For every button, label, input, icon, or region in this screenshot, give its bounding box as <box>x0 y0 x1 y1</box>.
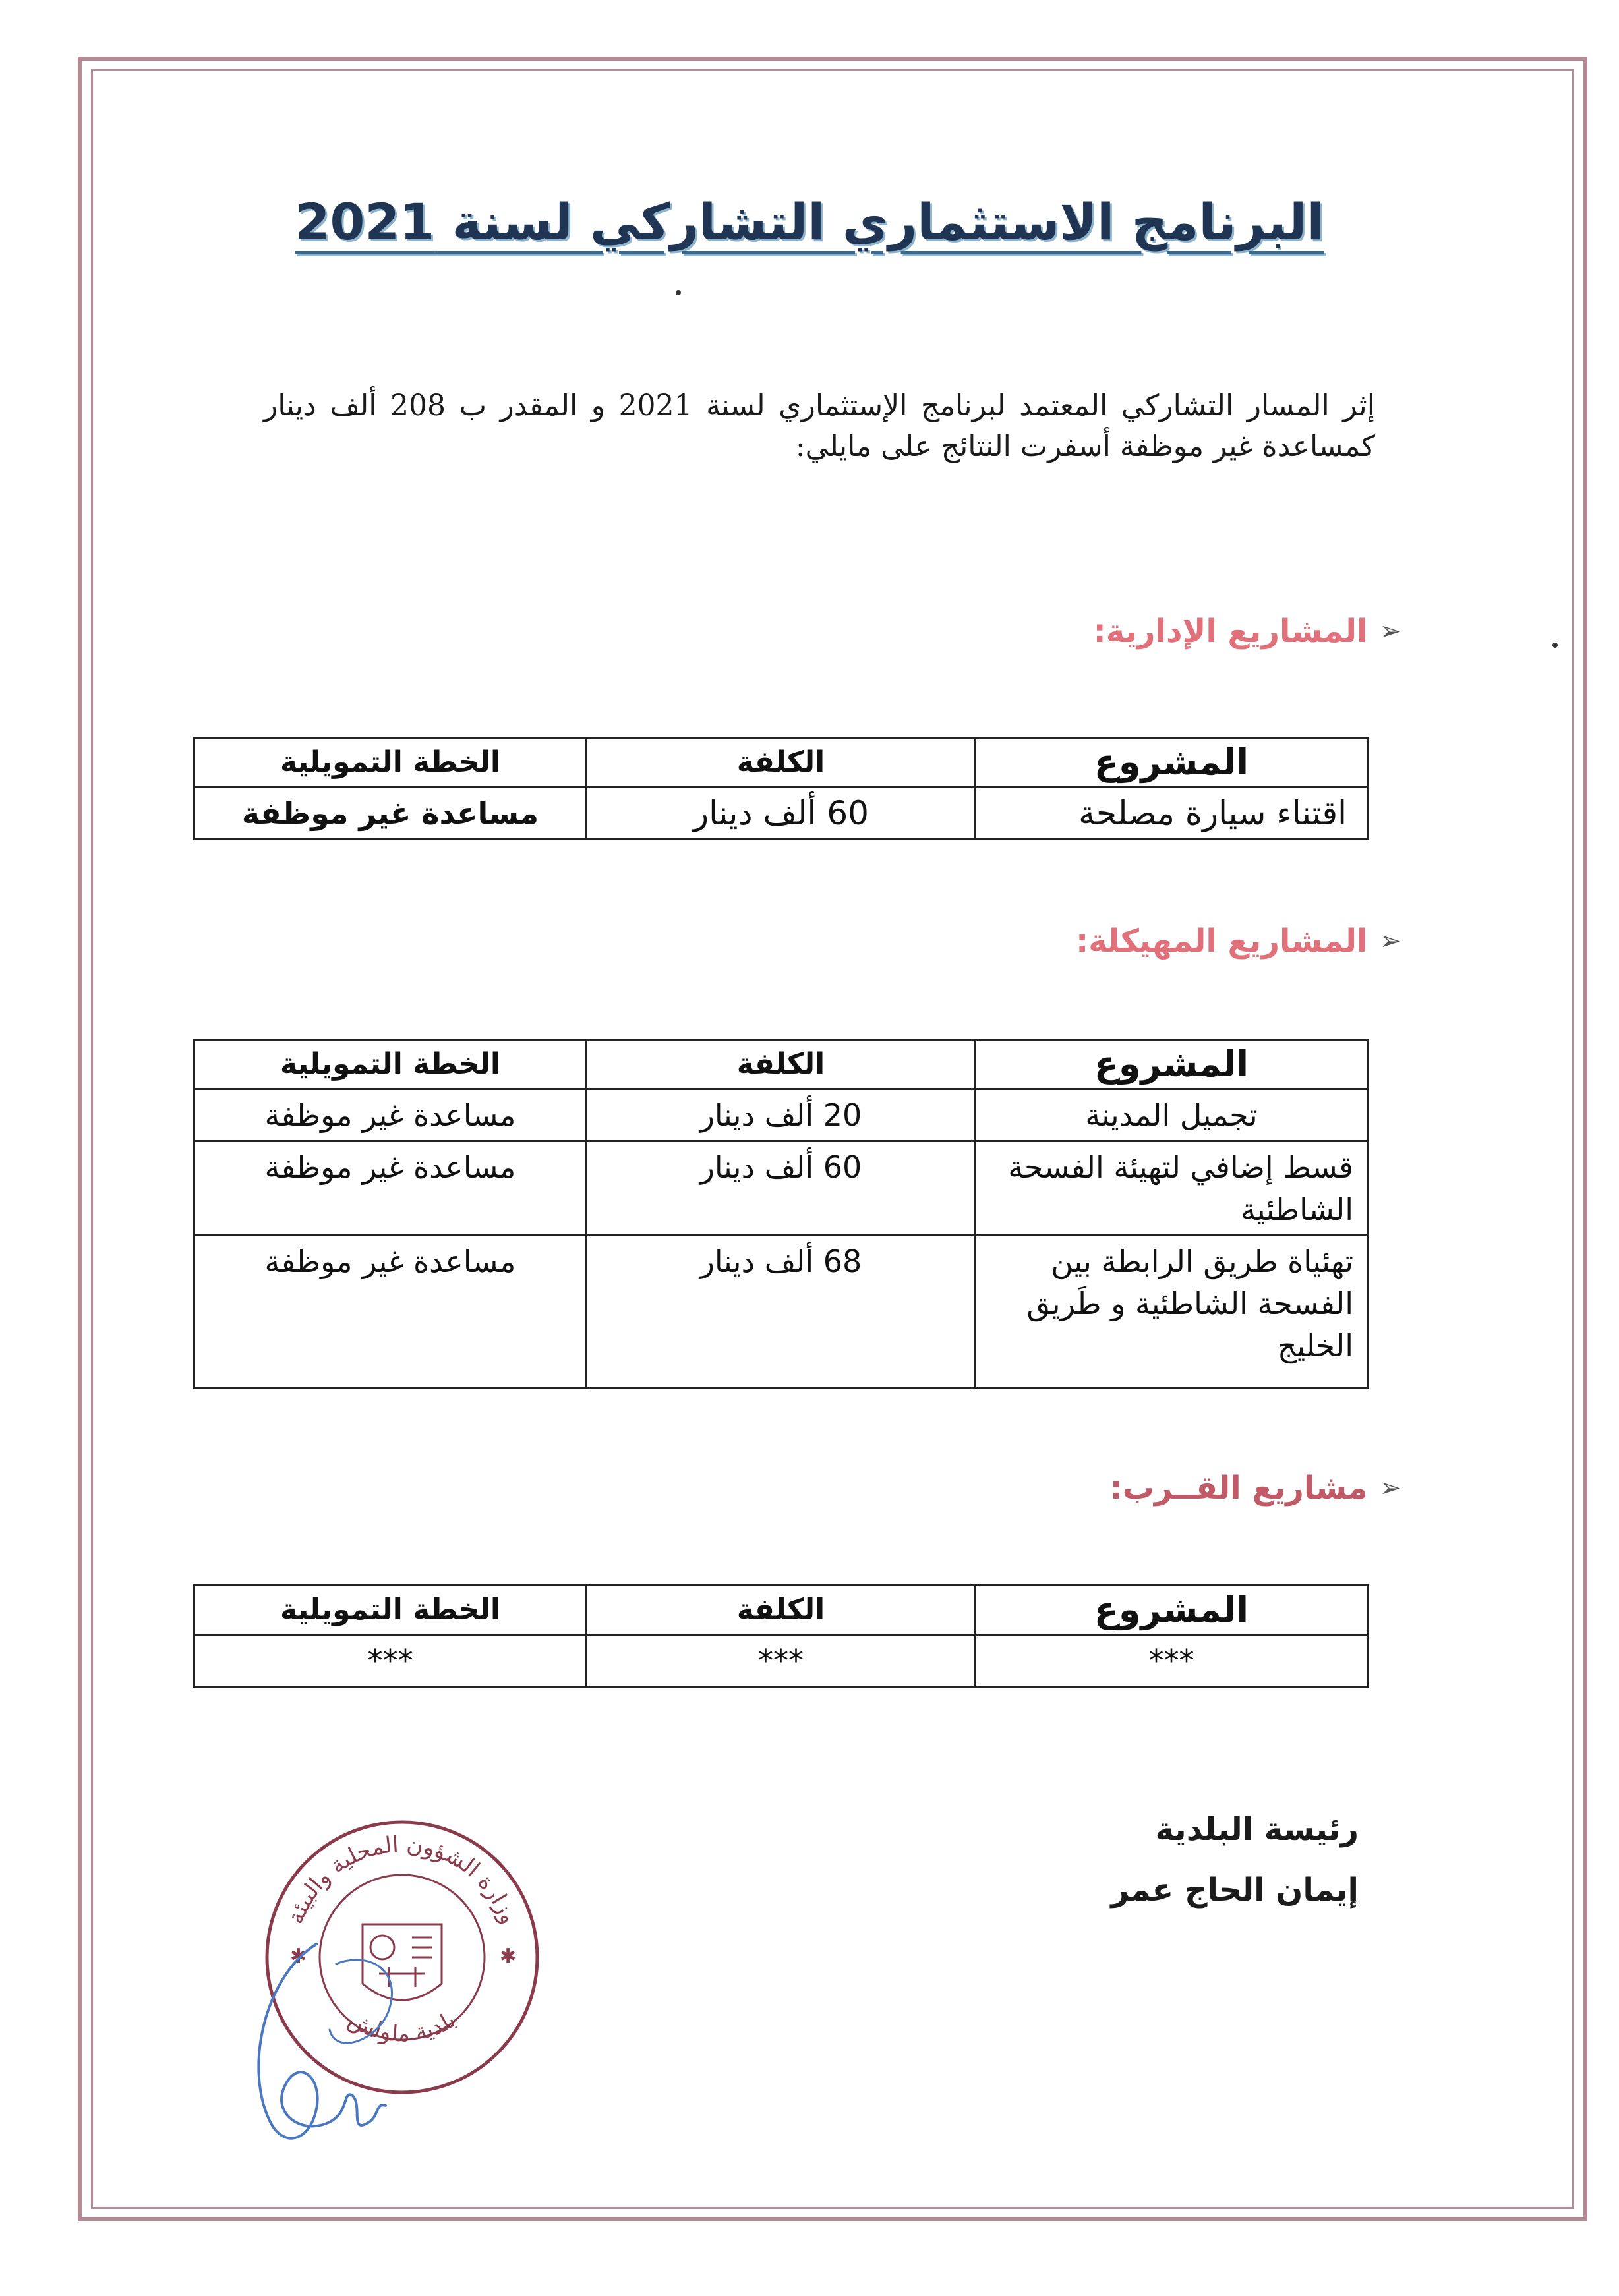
cell-financing: مساعدة غير موظفة <box>194 1141 587 1236</box>
section-heading-proximity <box>1110 1470 1401 1507</box>
cell-cost: 68 ألف دينار <box>587 1236 976 1389</box>
table-header-row <box>194 738 1368 788</box>
signatory-name: إيمان الحاج عمر <box>1111 1872 1359 1909</box>
cell-project: تهئياة طريق الرابطة بين الفسحة الشاطئية و طَريق الخليج <box>976 1236 1368 1389</box>
stray-dot <box>676 290 681 295</box>
table-header-row <box>194 1040 1368 1089</box>
stamp-star-icon: ✱ <box>290 1945 307 1968</box>
cell-cost: 60 ألف دينار <box>587 1141 976 1236</box>
cell-cost: *** <box>587 1635 976 1687</box>
section-heading-label: المشاريع المهيكلة: <box>1076 923 1368 960</box>
cell-financing: *** <box>194 1635 587 1687</box>
table-row <box>194 788 1368 840</box>
cell-financing: مساعدة غير موظفة <box>194 1089 587 1141</box>
stamp-text-bottom: بلدية ملولش <box>343 2006 461 2048</box>
header-cost: الكلفة <box>587 738 976 788</box>
arrow-bullet-icon: ➢ <box>1379 616 1401 646</box>
section-heading-label: المشاريع الإدارية: <box>1093 613 1368 650</box>
signature-block <box>1111 1799 1359 1920</box>
cell-project: قسط إضافي لتهيئة الفسحة الشاطئية <box>976 1141 1368 1236</box>
cell-cost: 60 ألف دينار <box>587 788 976 840</box>
header-financing: الخطة التمويلية <box>194 1040 587 1089</box>
header-project: المشروع <box>976 1040 1368 1089</box>
header-project: المشروع <box>976 1586 1368 1635</box>
table-structuring <box>193 1039 1369 1389</box>
table-row <box>194 1089 1368 1141</box>
handwritten-signature <box>237 1924 435 2162</box>
table-row <box>194 1141 1368 1236</box>
cell-project: *** <box>976 1635 1368 1687</box>
section-heading-administrative <box>1094 613 1401 650</box>
header-financing: الخطة التمويلية <box>194 738 587 788</box>
cell-project: اقتناء سيارة مصلحة <box>976 788 1368 840</box>
stray-dot <box>1552 643 1558 648</box>
header-cost: الكلفة <box>587 1040 976 1089</box>
cell-financing: مساعدة غير موظفة <box>194 1236 587 1389</box>
table-proximity <box>193 1584 1369 1688</box>
cell-financing: مساعدة غير موظفة <box>194 788 587 840</box>
header-financing: الخطة التمويلية <box>194 1586 587 1635</box>
header-cost: الكلفة <box>587 1586 976 1635</box>
stamp-star-icon: ✱ <box>500 1945 517 1968</box>
cell-project: تجميل المدينة <box>976 1089 1368 1141</box>
stamp-text-top: وزارة الشؤون المحلية والبيئة <box>282 1831 522 1928</box>
section-heading-label: مشاريع القــرب: <box>1109 1470 1368 1507</box>
arrow-bullet-icon: ➢ <box>1379 926 1401 956</box>
header-project: المشروع <box>976 738 1368 788</box>
section-heading-structuring <box>1076 923 1401 960</box>
table-row <box>194 1635 1368 1687</box>
table-header-row <box>194 1586 1368 1635</box>
table-row <box>194 1236 1368 1389</box>
page-title: البرنامج الاستثماري التشاركي لسنة 2021 <box>295 192 1324 251</box>
cell-cost: 20 ألف دينار <box>587 1089 976 1141</box>
intro-paragraph: إثر المسار التشاركي المعتمد لبرنامج الإستثماري لسنة 2021 و المقدر ب 208 ألف دينار كمساعدة غير موظفة أسفرت النتائج على مايلي: <box>264 389 1375 463</box>
arrow-bullet-icon: ➢ <box>1379 1473 1401 1503</box>
table-administrative <box>193 737 1369 840</box>
signatory-role: رئيسة البلدية <box>1155 1811 1359 1848</box>
